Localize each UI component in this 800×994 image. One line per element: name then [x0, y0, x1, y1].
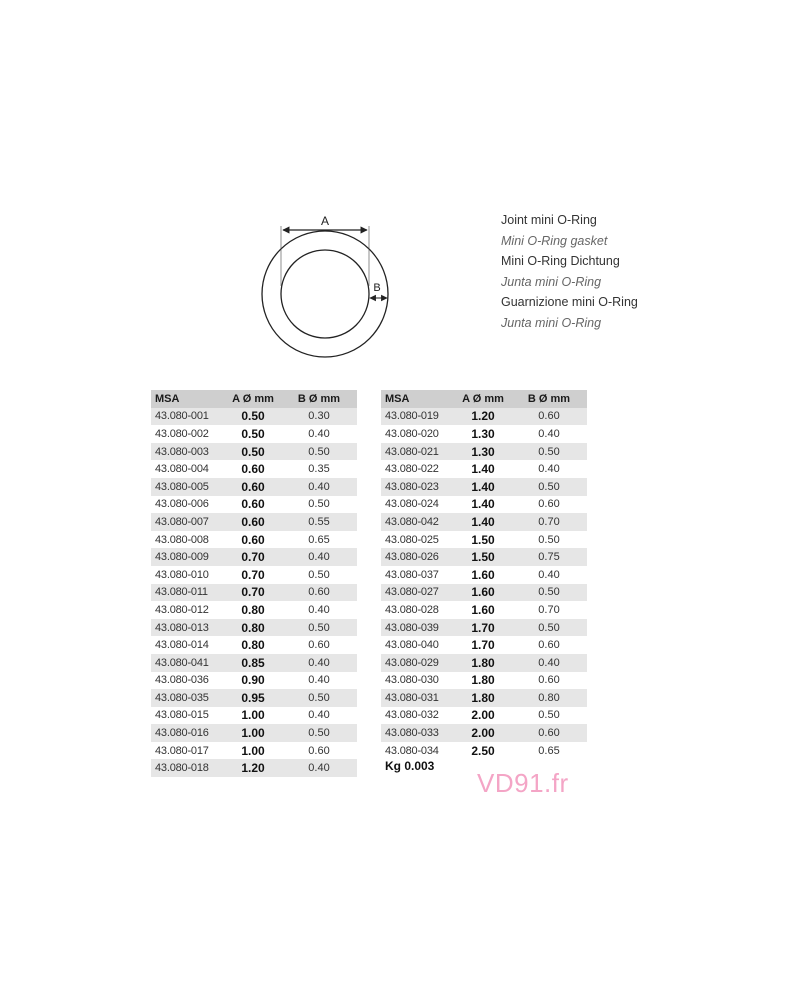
dimension-a-label: A [320, 214, 330, 228]
msa-code: 43.080-040 [385, 639, 439, 652]
watermark: VD91.fr [477, 768, 569, 798]
a-diameter: 1.40 [471, 462, 495, 477]
table-row [381, 636, 587, 654]
table-row [151, 478, 357, 496]
title-line: Joint mini O-Ring [501, 213, 597, 227]
a-diameter: 1.20 [455, 408, 511, 426]
b-diameter: 0.55 [281, 513, 357, 531]
o-ring-diagram [250, 200, 410, 370]
b-diameter: 0.60 [308, 744, 330, 757]
b-diameter: 0.40 [308, 674, 330, 687]
b-diameter: 0.60 [538, 498, 560, 511]
msa-code: 43.080-021 [381, 443, 455, 461]
msa-code: 43.080-018 [151, 759, 225, 777]
b-diameter: 0.65 [308, 533, 330, 546]
b-diameter: 0.40 [308, 709, 330, 722]
product-titles [501, 210, 638, 334]
table-row [381, 548, 587, 566]
b-diameter: 0.50 [281, 443, 357, 461]
msa-code: 43.080-017 [155, 744, 209, 757]
weight-label: Kg 0.003 [385, 759, 435, 773]
b-diameter: 0.75 [511, 548, 587, 566]
msa-code: 43.080-012 [155, 603, 209, 616]
a-diameter: 1.80 [471, 673, 495, 688]
b-diameter: 0.50 [308, 568, 330, 581]
header-a-diameter: A Ø mm [225, 390, 281, 408]
title-line: Mini O-Ring gasket [501, 233, 608, 248]
msa-code: 43.080-035 [151, 689, 225, 707]
table-row [381, 408, 587, 426]
table-header [381, 390, 587, 408]
msa-code: 43.080-004 [155, 463, 209, 476]
msa-code: 43.080-008 [155, 533, 209, 546]
title-line: Mini O-Ring Dichtung [501, 254, 620, 269]
a-diameter: 1.60 [471, 602, 495, 617]
a-diameter: 0.60 [241, 462, 265, 477]
msa-code: 43.080-002 [155, 427, 209, 440]
msa-code: 43.080-029 [381, 654, 455, 672]
table-row [151, 443, 357, 461]
b-diameter: 0.80 [511, 689, 587, 707]
msa-code: 43.080-042 [381, 513, 455, 531]
msa-code: 43.080-001 [151, 408, 225, 426]
table-row [381, 724, 587, 742]
a-diameter: 0.80 [241, 638, 265, 653]
table-row [151, 548, 357, 566]
a-diameter: 1.80 [455, 654, 511, 672]
title-line: Guarnizione mini O-Ring [501, 295, 638, 310]
a-diameter: 0.50 [225, 443, 281, 461]
a-diameter: 1.20 [225, 759, 281, 777]
msa-code: 43.080-011 [151, 584, 225, 602]
table-row [381, 654, 587, 672]
msa-code: 43.080-019 [381, 408, 455, 426]
table-row [151, 425, 357, 443]
msa-code: 43.080-014 [155, 639, 209, 652]
b-diameter: 0.50 [308, 498, 330, 511]
b-diameter: 0.35 [308, 463, 330, 476]
b-diameter: 0.30 [281, 408, 357, 426]
a-diameter: 1.50 [471, 532, 495, 547]
a-diameter: 1.60 [471, 567, 495, 582]
b-diameter: 0.70 [511, 513, 587, 531]
a-diameter: 1.30 [471, 426, 495, 441]
msa-code: 43.080-032 [385, 709, 439, 722]
msa-code: 43.080-013 [151, 619, 225, 637]
b-diameter: 0.60 [538, 639, 560, 652]
a-diameter: 2.00 [471, 708, 495, 723]
b-diameter: 0.60 [308, 639, 330, 652]
table-row [381, 601, 587, 619]
msa-code: 43.080-031 [381, 689, 455, 707]
header-msa: MSA [151, 390, 225, 408]
table-row [151, 584, 357, 602]
msa-code: 43.080-030 [385, 674, 439, 687]
table-row [381, 689, 587, 707]
o-ring-inner-circle [281, 250, 369, 338]
a-diameter: 0.80 [241, 602, 265, 617]
a-diameter: 1.00 [241, 708, 265, 723]
b-diameter: 0.50 [511, 584, 587, 602]
size-table-left [151, 390, 357, 777]
a-diameter: 1.40 [455, 513, 511, 531]
table-row [151, 496, 357, 514]
b-diameter: 0.50 [511, 478, 587, 496]
a-diameter: 0.50 [241, 426, 265, 441]
a-diameter: 0.70 [225, 548, 281, 566]
msa-code: 43.080-036 [155, 674, 209, 687]
table-row [151, 619, 357, 637]
b-diameter: 0.70 [538, 603, 560, 616]
table-row [151, 460, 357, 478]
msa-code: 43.080-003 [151, 443, 225, 461]
table-row [381, 672, 587, 690]
table-row [381, 566, 587, 584]
a-diameter: 0.60 [225, 478, 281, 496]
b-diameter: 0.60 [281, 584, 357, 602]
b-diameter: 0.60 [511, 724, 587, 742]
header-b-diameter: B Ø mm [511, 390, 587, 408]
table-row [151, 759, 357, 777]
a-diameter: 0.60 [241, 532, 265, 547]
msa-code: 43.080-023 [381, 478, 455, 496]
size-table-right [381, 390, 587, 759]
b-diameter: 0.50 [511, 619, 587, 637]
b-diameter: 0.40 [538, 568, 560, 581]
table-row [151, 636, 357, 654]
table-row [381, 443, 587, 461]
a-diameter: 0.95 [225, 689, 281, 707]
b-diameter: 0.50 [511, 443, 587, 461]
a-diameter: 0.70 [241, 567, 265, 582]
table-row [151, 672, 357, 690]
msa-code: 43.080-015 [155, 709, 209, 722]
title-line: Junta mini O-Ring [501, 274, 602, 289]
a-diameter: 1.50 [455, 548, 511, 566]
msa-code: 43.080-025 [385, 533, 439, 546]
b-diameter: 0.40 [281, 478, 357, 496]
table-row [151, 408, 357, 426]
msa-code: 43.080-041 [151, 654, 225, 672]
table-row [151, 689, 357, 707]
table-row [151, 601, 357, 619]
a-diameter: 1.40 [455, 478, 511, 496]
dimension-b-label: B [373, 282, 381, 294]
b-diameter: 0.60 [511, 408, 587, 426]
b-diameter: 0.40 [281, 759, 357, 777]
a-diameter: 1.60 [455, 584, 511, 602]
a-diameter: 0.85 [225, 654, 281, 672]
a-diameter: 0.50 [225, 408, 281, 426]
table-row [151, 707, 357, 725]
table-header [151, 390, 357, 408]
table-row [381, 619, 587, 637]
a-diameter: 0.60 [241, 497, 265, 512]
a-diameter: 1.00 [241, 743, 265, 758]
table-row [151, 566, 357, 584]
table-row [151, 654, 357, 672]
msa-code: 43.080-024 [385, 498, 439, 511]
a-diameter: 0.70 [225, 584, 281, 602]
table-row [151, 531, 357, 549]
title-line: Junta mini O-Ring [501, 315, 602, 330]
b-diameter: 0.40 [281, 654, 357, 672]
msa-code: 43.080-026 [381, 548, 455, 566]
a-diameter: 1.40 [471, 497, 495, 512]
table-row [381, 531, 587, 549]
header-msa: MSA [381, 390, 455, 408]
b-diameter: 0.50 [538, 709, 560, 722]
table-row [381, 742, 587, 760]
b-diameter: 0.50 [281, 724, 357, 742]
b-diameter: 0.40 [511, 654, 587, 672]
msa-code: 43.080-027 [381, 584, 455, 602]
a-diameter: 0.60 [225, 513, 281, 531]
msa-code: 43.080-028 [385, 603, 439, 616]
table-row [151, 742, 357, 760]
b-diameter: 0.50 [538, 533, 560, 546]
b-diameter: 0.65 [538, 744, 560, 757]
table-row [381, 496, 587, 514]
msa-code: 43.080-007 [151, 513, 225, 531]
table-row [151, 513, 357, 531]
msa-code: 43.080-006 [155, 498, 209, 511]
b-diameter: 0.40 [538, 463, 560, 476]
msa-code: 43.080-033 [381, 724, 455, 742]
table-row [381, 425, 587, 443]
a-diameter: 1.30 [455, 443, 511, 461]
table-row [151, 724, 357, 742]
a-diameter: 1.80 [455, 689, 511, 707]
a-diameter: 0.80 [225, 619, 281, 637]
msa-code: 43.080-037 [385, 568, 439, 581]
b-diameter: 0.40 [281, 548, 357, 566]
a-diameter: 1.70 [455, 619, 511, 637]
header-a-diameter: A Ø mm [455, 390, 511, 408]
header-b-diameter: B Ø mm [281, 390, 357, 408]
a-diameter: 1.70 [471, 638, 495, 653]
b-diameter: 0.40 [308, 603, 330, 616]
b-diameter: 0.50 [281, 689, 357, 707]
a-diameter: 1.00 [225, 724, 281, 742]
b-diameter: 0.40 [308, 427, 330, 440]
table-row [381, 478, 587, 496]
a-diameter: 0.90 [241, 673, 265, 688]
a-diameter: 2.00 [455, 724, 511, 742]
msa-code: 43.080-009 [151, 548, 225, 566]
msa-code: 43.080-016 [151, 724, 225, 742]
table-row [381, 707, 587, 725]
msa-code: 43.080-020 [385, 427, 439, 440]
table-row [381, 460, 587, 478]
table-row [381, 584, 587, 602]
a-diameter: 2.50 [471, 743, 495, 758]
msa-code: 43.080-010 [155, 568, 209, 581]
b-diameter: 0.50 [281, 619, 357, 637]
table-row [381, 513, 587, 531]
msa-code: 43.080-034 [385, 744, 439, 757]
msa-code: 43.080-039 [381, 619, 455, 637]
b-diameter: 0.60 [538, 674, 560, 687]
b-diameter: 0.40 [538, 427, 560, 440]
msa-code: 43.080-022 [385, 463, 439, 476]
msa-code: 43.080-005 [151, 478, 225, 496]
